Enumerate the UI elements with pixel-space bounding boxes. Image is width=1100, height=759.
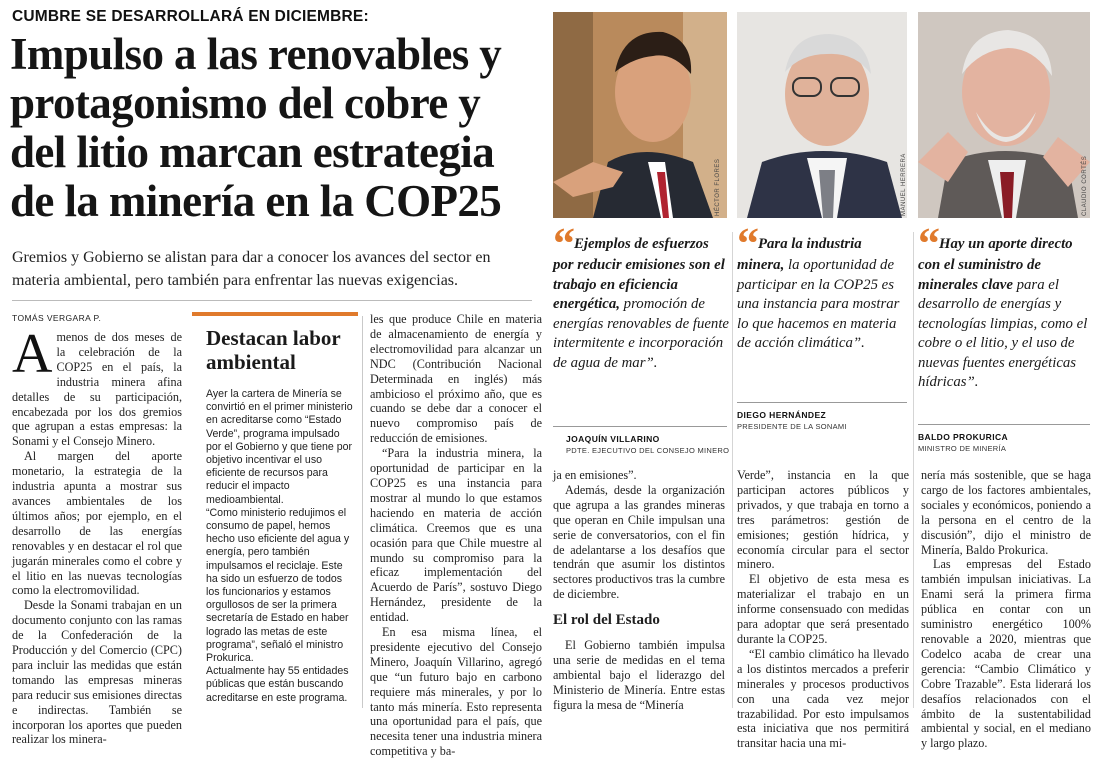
- article-column-3: [370, 312, 542, 759]
- paragraph: “Como ministerio redujimos el consumo de papel, hemos hecho uso eficiente del agua y energía, pero también impulsamos el reciclaje. Este ha sido un esfuerzo de todos los funcionarios y estamos orgullosos de ser la primera secretaría de Estado en haber logrado las metas de este programa”, señaló el ministro Prokurica.: [206, 506, 350, 665]
- pull-quote-2: “ Para la industria minera, la oportunidad de participar en la COP25 es una instancia para mostrar lo que hacemos en materia de acción climática”.: [737, 219, 900, 351]
- attribution-role: MINISTRO DE MINERÍA: [918, 444, 1007, 453]
- quote-mark-icon: “: [918, 219, 935, 268]
- article-column-1: [12, 323, 182, 747]
- dropcap: A: [12, 323, 53, 385]
- divider: [362, 316, 363, 708]
- paragraph: les que produce Chile en materia de almacenamiento de energía y electromovilidad para alcanzar un NDC (Contribución Nacional Determinada en inglés) más ambicioso el próximo año, que es cuando se debe dar a conocer el nuevo compromiso país de reducción de emisiones.: [370, 312, 542, 446]
- paragraph: Desde la Sonami trabajan en un documento conjunto con las ramas de la Confederación de la Producción y del Comercio (CPC) para incluir las medidas que están tomando las empresas mineras para reducir sus emisiones directas e indirectas. También se incorporan los aportes que pueden realizar los minera-: [12, 598, 182, 747]
- kicker: CUMBRE SE DESARROLLARÁ EN DICIEMBRE:: [12, 8, 369, 25]
- portrait-photo-icon: [737, 12, 907, 218]
- paragraph: nería más sostenible, que se haga cargo de los factores ambientales, sociales y económicos, poniendo a la persona en el centro de la discusión”, dijo el ministro de Minería, Baldo Prokurica.: [921, 468, 1091, 557]
- section-subtitle: El rol del Estado: [553, 612, 660, 629]
- sidebar-box: [192, 312, 358, 708]
- paragraph: El objetivo de esta mesa es materializar el trabajo en un informe consensuado con medidas para adoptar que será presentado durante la COP25.: [737, 572, 909, 646]
- portrait-photo-3: [918, 12, 1090, 218]
- portrait-photo-1: [553, 12, 727, 218]
- attribution-name: BALDO PROKURICA: [918, 432, 1009, 442]
- divider: [918, 424, 1090, 425]
- paragraph: “Para la industria minera, la oportunidad de participar en la COP25 es una instancia para mostrar al mundo lo que estamos haciendo en materia de acción climática. Creemos que es una ocasión para que Chile muestre al mundo su compromiso para la eficaz implementación del Acuerdo de París”, sostuvo Diego Hernández, presidente de la entidad.: [370, 446, 542, 625]
- paragraph: Amenos de dos meses de la celebración de la COP25 en el país, la industria minera afina detalles de su participación, encabezada por los dos gremios que agrupan a estas empresas: la Sonami y el Consejo Minero.: [12, 323, 182, 449]
- portrait-photo-icon: [918, 12, 1090, 218]
- photo-credit: CLAUDIO CORTÉS: [1082, 155, 1088, 216]
- subhead: Gremios y Gobierno se alistan para dar a conocer los avances del sector en materia ambiental, pero también para enfrentar las nuevas exigencias.: [12, 249, 491, 289]
- paragraph: Las empresas del Estado también impulsan iniciativas. La Enami será la primera firma pública en contar con un suministro energético 100% renovable a 2020, mientras que Codelco acaba de crear una gerencia: “Cambio Climático y Cobre Trazable”. Esta liderará los desafíos relacionados con el ámbito de la sustentabilidad ambiental y social, en el mediano y largo plazo.: [921, 557, 1091, 751]
- photo-credit: MANUEL HERRERA: [901, 153, 907, 216]
- paragraph: Actualmente hay 55 entidades públicas que están buscando acreditarse en este programa.: [206, 665, 349, 704]
- quote-attribution: [737, 410, 847, 431]
- pull-quote-3: “ Hay un aporte directo con el suministro de minerales clave para el desarrollo de energías y tecnologías limpias, como el cobre o el litio, y el uso de nuevas fuentes energéticas hídricas”.: [918, 219, 1088, 390]
- attribution-role: PDTE. EJECUTIVO DEL CONSEJO MINERO: [566, 446, 730, 455]
- quote-attribution: [566, 434, 729, 455]
- byline: TOMÁS VERGARA P.: [12, 313, 102, 323]
- paragraph: ja en emisiones”.: [553, 468, 637, 482]
- paragraph: Verde”, instancia en la que participan actores públicos y privados, y que trabaja en torno a tres parámetros: gestión de emisiones; gestión hídrica, y economía circular para el sector minero.: [737, 468, 909, 572]
- quote-mark-icon: “: [553, 219, 570, 268]
- sidebar-body: [206, 388, 356, 705]
- paragraph: En esa misma línea, el presidente ejecutivo del Consejo Minero, Joaquín Villarino, agregó que “un futuro bajo en carbono requiere más minerales, y por lo tanto más minería. Esto representa una oportunidad para el país, que necesita tener una industria minera competitiva y ba-: [370, 625, 542, 759]
- divider: [553, 426, 727, 427]
- headline: Impulso a las renovables y protagonismo del cobre y del litio marcan estrategia de la minería en la COP25: [10, 29, 502, 226]
- attribution-name: DIEGO HERNÁNDEZ: [737, 410, 827, 420]
- pull-quote-1: “ Ejemplos de esfuerzos por reducir emisiones son el trabajo en eficiencia energética, promoción de energías renovables de fuente intermitente e incorporación de agua de mar”.: [553, 219, 730, 371]
- quote-mark-icon: “: [737, 219, 754, 268]
- article-column-4: [553, 468, 725, 713]
- paragraph: Al margen del aporte monetario, la estrategia de la industria apunta a mostrar sus avances ambientales de los últimos años; por ejemplo, en el desarrollo de las energías renovables y en destacar el rol que jugarán minerales como el cobre y el litio en las nuevas tecnologías como la electromovilidad.: [12, 449, 182, 598]
- paragraph: “El cambio climático ha llevado a los distintos mercados a preferir minerales y procesos productivos con una cada vez mejor trazabilidad. Por esto impulsamos esta iniciativa que nos permitirá transitar hacia una mi-: [737, 646, 909, 751]
- divider: [737, 402, 907, 403]
- attribution-name: JOAQUÍN VILLARINO: [566, 434, 660, 444]
- quote-attribution: [918, 432, 1008, 453]
- portrait-photo-2: [737, 12, 907, 218]
- divider: [913, 232, 914, 708]
- attribution-role: PRESIDENTE DE LA SONAMI: [737, 422, 847, 431]
- portrait-photo-icon: [553, 12, 727, 218]
- paragraph: Ayer la cartera de Minería se convirtió en el primer ministerio en acreditarse como “Estado Verde”, programa impulsado por el Gobierno y que tiene por objetivo incentivar el uso eficiente de recursos para reducir el impacto medioambiental.: [206, 388, 353, 506]
- paragraph: Además, desde la organización que agrupa a las grandes mineras que operan en Chile impulsan una serie de conversatorios, con el fin de adelantarse a los desafíos que tendrán que asumir los distintos sectores productivos tras la cumbre de diciembre.: [553, 482, 725, 602]
- article-column-5: [737, 468, 909, 751]
- paragraph: El Gobierno también impulsa una serie de medidas en el tema ambiental bajo el liderazgo del Ministerio de Minería. Entre estas figura la mesa de “Minería: [553, 638, 725, 712]
- sidebar-title: Destacan labor ambiental: [206, 326, 341, 374]
- photo-credit: HÉCTOR FLORES: [715, 158, 721, 216]
- divider: [732, 232, 733, 708]
- divider: [12, 300, 532, 301]
- article-column-6: [921, 468, 1091, 751]
